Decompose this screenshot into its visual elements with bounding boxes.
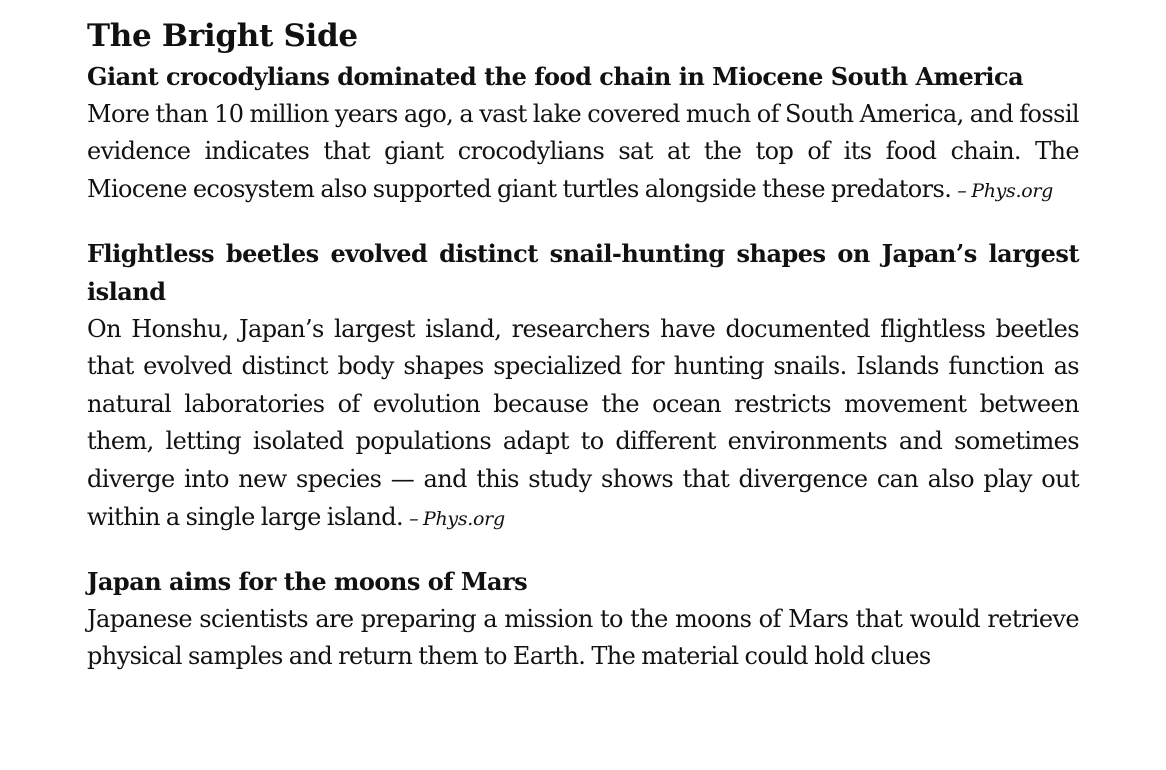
article-headline[interactable]: Japan aims for the moons of Mars: [87, 567, 528, 597]
section-title: The Bright Side: [87, 18, 358, 54]
article-body-text: Japanese scientists are preparing a mission to the moons of Mars that would retrieve physical samples and return them to Earth. The material could hold clues: [87, 604, 1079, 671]
article-body-text: On Honshu, Japan’s largest island, researchers have documented flightless beetles that evolved distinct body shapes specialized for hunting snails. Islands function as natural laboratories of evolution because the ocean restricts movement between them, letting isolated populations adapt to different environments and sometimes diverge into new species — and this study shows that divergence can also play out within a single large island.: [87, 314, 1079, 531]
article-body: [87, 96, 1079, 211]
article-headline[interactable]: Giant crocodylians dominated the food chain in Miocene South America: [87, 62, 1024, 91]
article-item: [87, 58, 1079, 210]
article-body-text: More than 10 million years ago, a vast lake covered much of South America, and fossil evidence indicates that giant crocodylians sat at the top of its food chain. The Miocene ecosystem also supported giant turtles alongside these predators.: [87, 99, 1079, 203]
article-body: [87, 601, 1079, 676]
article-body: [87, 311, 1079, 539]
article-source-link[interactable]: – Phys.org: [957, 179, 1054, 202]
article-headline[interactable]: Flightless beetles evolved distinct snail-hunting shapes on Japan’s largest island: [87, 239, 1079, 306]
article-item: [87, 563, 1079, 676]
article-source-link[interactable]: – Phys.org: [409, 507, 505, 530]
page-content: [87, 14, 1079, 676]
article-item: [87, 235, 1079, 538]
